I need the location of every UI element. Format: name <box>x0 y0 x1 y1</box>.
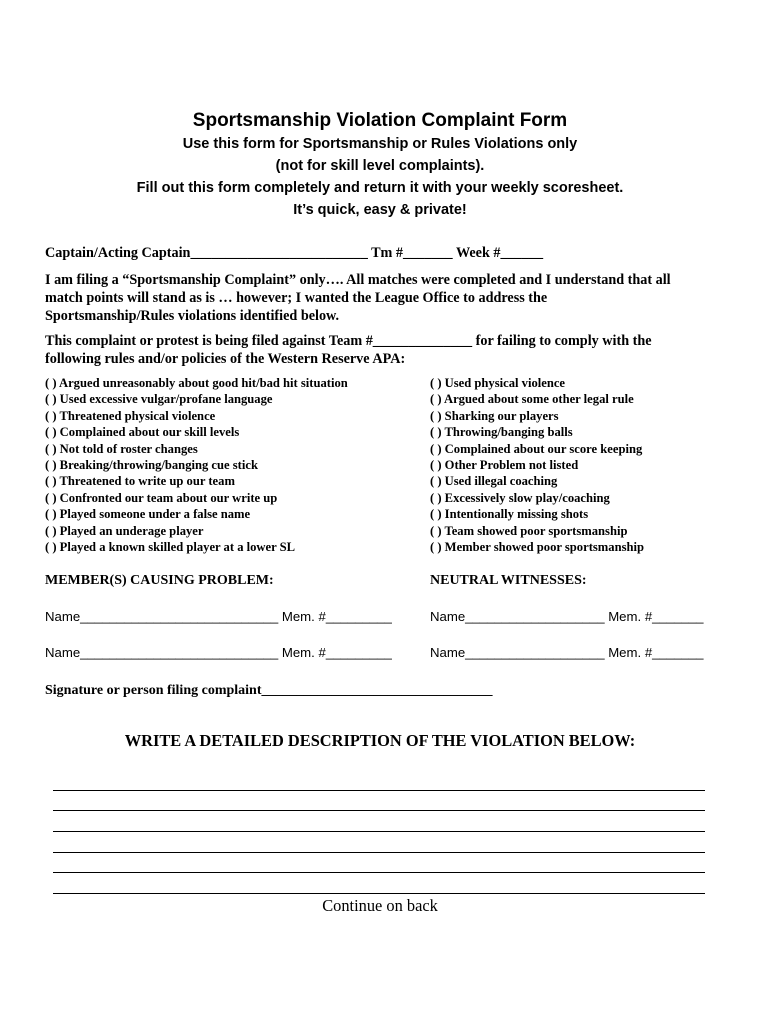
violations-right-list <box>430 375 644 555</box>
statement-line-3: Sportsmanship/Rules violations identified below. <box>45 308 340 324</box>
description-line[interactable] <box>53 810 705 811</box>
description-line[interactable] <box>53 790 705 791</box>
violation-checkbox[interactable]: ( ) Excessively slow play/coaching <box>430 490 610 505</box>
violation-checkbox[interactable]: ( ) Confronted our team about our write up <box>45 490 278 505</box>
captain-team-week-field[interactable]: Captain/Acting Captain_________________________ Tm #_______ Week #______ <box>45 245 544 261</box>
violation-checkbox[interactable]: ( ) Member showed poor sportsmanship <box>430 540 644 555</box>
violation-checkbox[interactable]: ( ) Played a known skilled player at a lower SL <box>45 540 296 555</box>
violation-checkbox[interactable]: ( ) Intentionally missing shots <box>430 507 589 522</box>
violation-checkbox[interactable]: ( ) Played someone under a false name <box>45 507 251 522</box>
violation-checkbox[interactable]: ( ) Sharking our players <box>430 408 559 423</box>
witnesses-heading: NEUTRAL WITNESSES: <box>430 573 587 588</box>
violation-checkbox[interactable]: ( ) Played an underage player <box>45 523 204 538</box>
member-name-field[interactable]: Name___________________________ Mem. #_________ <box>45 645 392 660</box>
violation-checkbox[interactable]: ( ) Other Problem not listed <box>430 458 579 473</box>
violation-checkbox[interactable]: ( ) Not told of roster changes <box>45 441 198 456</box>
form-subtitle-4: It’s quick, easy & private! <box>293 202 467 218</box>
statement-line-1: I am filing a “Sportsmanship Complaint” only…. All matches were completed and I understand that all <box>45 272 671 288</box>
violation-checkbox[interactable]: ( ) Breaking/throwing/banging cue stick <box>45 458 258 473</box>
member-name-field[interactable]: Name___________________________ Mem. #_________ <box>45 609 392 624</box>
complaint-intro-line-2: following rules and/or policies of the Western Reserve APA: <box>45 351 406 367</box>
violations-left-list <box>45 375 348 555</box>
form-subtitle-3: Fill out this form completely and return it with your weekly scoresheet. <box>136 180 624 196</box>
violation-checkbox[interactable]: ( ) Threatened physical violence <box>45 408 216 423</box>
description-line[interactable] <box>53 852 705 853</box>
description-heading: WRITE A DETAILED DESCRIPTION OF THE VIOLATION BELOW: <box>124 731 636 750</box>
violation-checkbox[interactable]: ( ) Argued about some other legal rule <box>430 392 634 407</box>
continue-on-back-note: Continue on back <box>322 896 438 915</box>
violation-checkbox[interactable]: ( ) Throwing/banging balls <box>430 425 573 440</box>
witness-name-field[interactable]: Name___________________ Mem. #_______ <box>430 645 704 660</box>
form-subtitle-2: (not for skill level complaints). <box>275 158 485 174</box>
members-heading: MEMBER(S) CAUSING PROBLEM: <box>45 573 274 588</box>
description-line[interactable] <box>53 831 705 832</box>
violation-checkbox[interactable]: ( ) Used physical violence <box>430 376 566 390</box>
violation-checkbox[interactable]: ( ) Argued unreasonably about good hit/bad hit situation <box>45 376 348 390</box>
violation-checkbox[interactable]: ( ) Team showed poor sportsmanship <box>430 523 628 538</box>
violation-checkbox[interactable]: ( ) Used illegal coaching <box>430 474 558 489</box>
signature-field[interactable]: Signature or person filing complaint_________________________________ <box>45 683 493 698</box>
description-line[interactable] <box>53 872 705 873</box>
violation-checkbox[interactable]: ( ) Threatened to write up our team <box>45 474 235 489</box>
description-line[interactable] <box>53 893 705 894</box>
form-title: Sportsmanship Violation Complaint Form <box>192 110 568 131</box>
violation-checkbox[interactable]: ( ) Used excessive vulgar/profane language <box>45 392 273 407</box>
witness-name-field[interactable]: Name___________________ Mem. #_______ <box>430 609 704 624</box>
violation-checkbox[interactable]: ( ) Complained about our score keeping <box>430 441 643 456</box>
statement-line-2: match points will stand as is … however; I wanted the League Office to address the <box>45 290 548 306</box>
form-subtitle-1: Use this form for Sportsmanship or Rules Violations only <box>182 136 578 152</box>
complaint-team-field[interactable]: This complaint or protest is being filed against Team #______________ for failing to comply with the <box>45 333 652 349</box>
violation-checkbox[interactable]: ( ) Complained about our skill levels <box>45 425 240 440</box>
